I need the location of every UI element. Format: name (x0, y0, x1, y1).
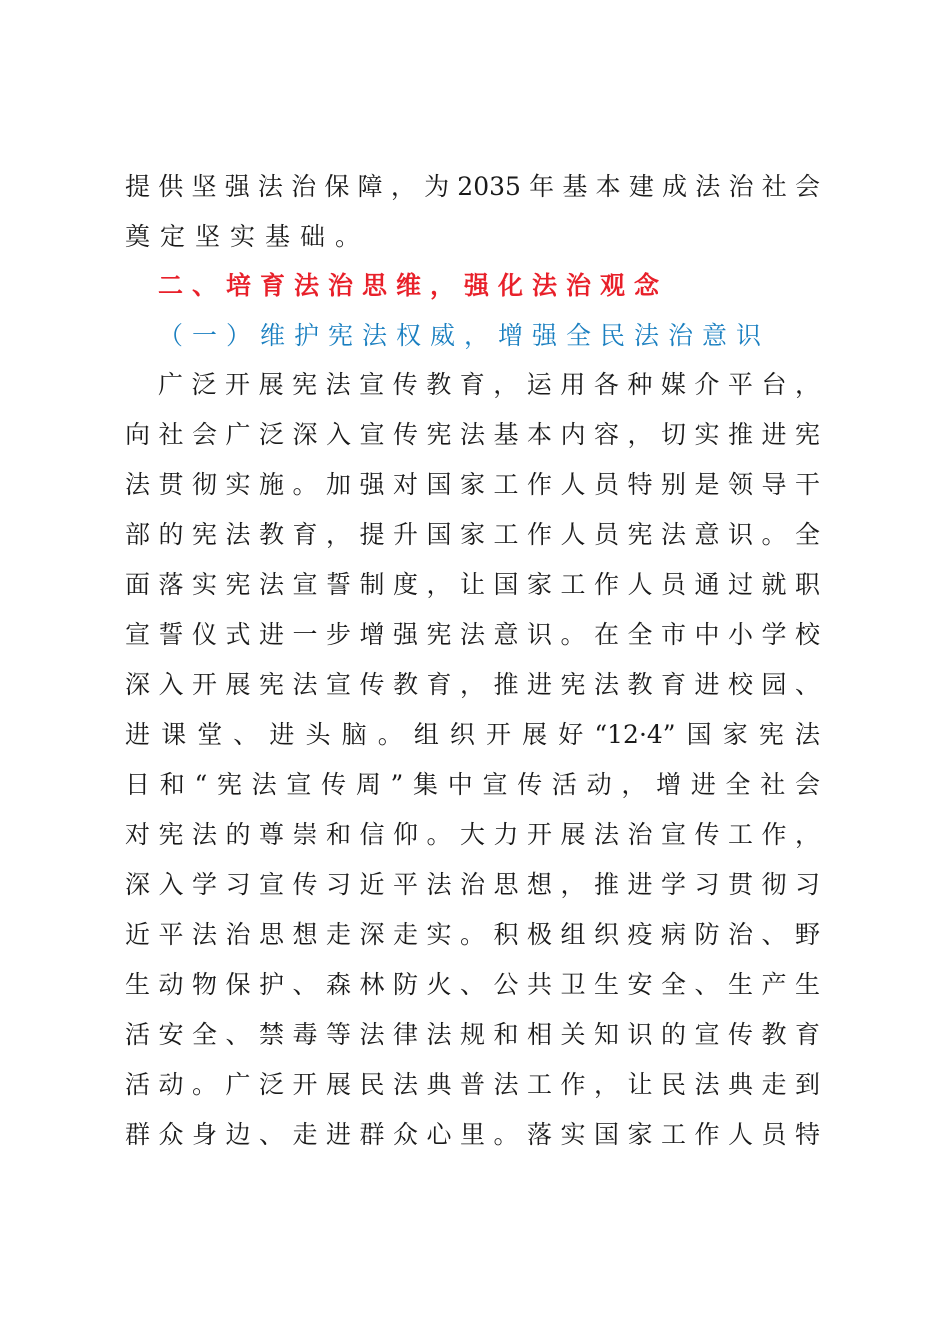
section-heading: 二、培育法治思维，强化法治观念 (158, 271, 669, 300)
body-line: 法贯彻实施。加强对国家工作人员特别是领导干 (125, 470, 820, 499)
body-line: 深入学习宣传习近平法治思想，推进学习贯彻习 (125, 870, 820, 899)
body-line: 部的宪法教育，提升国家工作人员宪法意识。全 (125, 520, 820, 549)
body-line: 活动。广泛开展民法典普法工作，让民法典走到 (125, 1070, 820, 1099)
body-line: 日和“宪法宣传周”集中宣传活动，增进全社会 (125, 770, 820, 799)
body-line: 宣誓仪式进一步增强宪法意识。在全市中小学校 (125, 620, 820, 649)
body-line: 活安全、禁毒等法律法规和相关知识的宣传教育 (125, 1020, 820, 1049)
body-line: 对宪法的尊崇和信仰。大力开展法治宣传工作， (125, 820, 820, 849)
intro-line-1: 提供坚强法治保障，为2035年基本建成法治社会 (125, 172, 820, 201)
body-line: 深入开展宪法宣传教育，推进宪法教育进校园、 (125, 670, 820, 699)
body-line: 生动物保护、森林防火、公共卫生安全、生产生 (125, 970, 820, 999)
subsection-heading: （一）维护宪法权威，增强全民法治意识 (158, 321, 771, 350)
body-line: 面落实宪法宣誓制度，让国家工作人员通过就职 (125, 570, 820, 599)
intro-line-2: 奠定坚实基础。 (125, 222, 371, 251)
body-line: 群众身边、走进群众心里。落实国家工作人员特 (125, 1120, 820, 1149)
body-line: 向社会广泛深入宣传宪法基本内容，切实推进宪 (125, 420, 820, 449)
body-line: 近平法治思想走深走实。积极组织疫病防治、野 (125, 920, 820, 949)
body-line: 进课堂、进头脑。组织开展好“12·4”国家宪法 (125, 720, 820, 749)
body-line: 广泛开展宪法宣传教育，运用各种媒介平台， (158, 370, 820, 399)
